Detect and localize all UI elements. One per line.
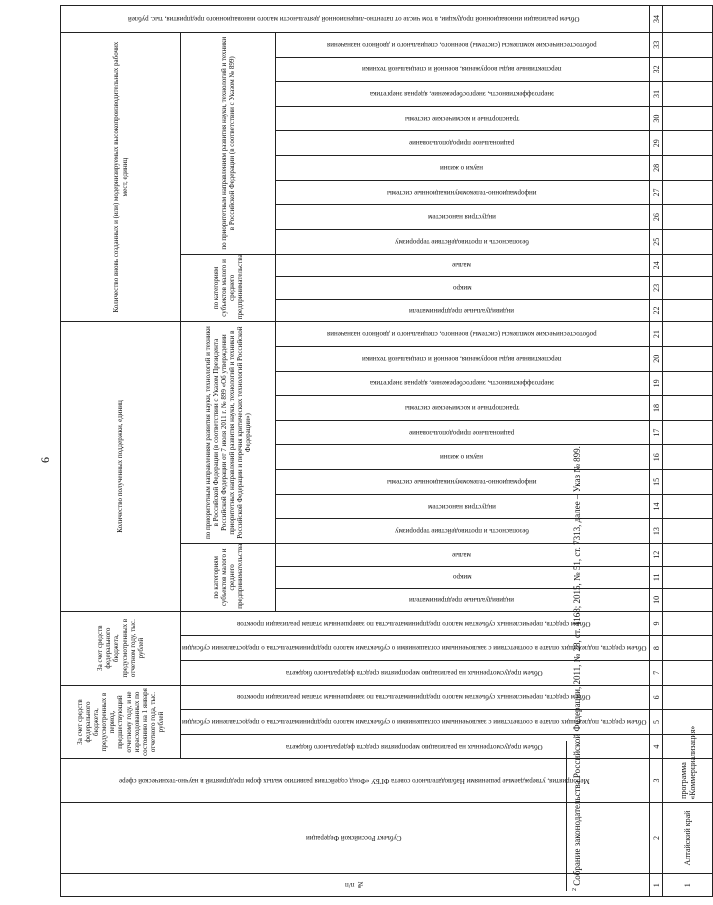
table-cell	[663, 543, 713, 566]
header-number: № п/п	[61, 874, 650, 897]
header-jobs-nature: рациональное природопользование	[276, 131, 650, 156]
row-program: программа «Коммерциализация»	[663, 759, 713, 802]
column-number: 33	[650, 32, 663, 57]
column-number: 7	[650, 660, 663, 685]
table-cell	[663, 636, 713, 661]
table-cell	[663, 322, 713, 347]
header-support-security: безопасность и противодействие терроризму	[276, 519, 650, 544]
header-revenue: Объем реализации инновационной продукции, в том числе от патентно-лицензионной деятельности малого инновационного предприятия, тыс. рублей	[61, 6, 650, 33]
column-number: 4	[650, 734, 663, 759]
column-number: 5	[650, 710, 663, 735]
header-jobs-individual: индивидуальные предприниматели	[276, 299, 650, 322]
footnote-text: Собрание законодательства Российской Федерации, 2011, № 28, ст. 4168; 2015, № 51, ст. 7313, далее – Указ № 899.	[572, 446, 582, 886]
table-cell	[663, 396, 713, 421]
footnote	[572, 446, 582, 891]
table-cell	[663, 371, 713, 396]
header-support-individual: индивидуальные предприниматели	[276, 589, 650, 612]
header-support-weapons: перспективные виды вооружения, военной и специальной техники	[276, 346, 650, 371]
table-cell	[663, 445, 713, 470]
header-jobs-micro: микро	[276, 277, 650, 300]
table-cell	[663, 611, 713, 636]
header-jobs-category: по категориям субъектов малого и среднего предпринимательства	[181, 254, 276, 322]
column-number: 24	[650, 254, 663, 277]
row-subject: Алтайский край	[663, 802, 713, 874]
header-support-it: информационно-телекоммуникационные системы	[276, 470, 650, 495]
header-jobs-robot: роботостеснические комплексы (системы) военного, специального и двойного назначения	[276, 32, 650, 57]
header-fund-transferred-2: Объем средств, подлежащих оплате в соответствии с заключенными соглашениями о субъектами малого предпринимательства о предоставлении субсидии	[181, 636, 650, 661]
header-federal-past: За счет средств федерального бюджета, предусмотренных в период, предшествующий отчетному году, и не израсходованных по состоянию на 1 января отчетного года, тыс. рублей	[61, 685, 181, 759]
header-program: Мероприятия, утверждаемые решениями Наблюдательного совета ФГБУ «Фонд содействия развитию малых форм предприятий в научно-технической сфере	[61, 759, 650, 802]
header-support-nature: рациональное природопользование	[276, 420, 650, 445]
header-jobs-weapons: перспективные виды вооружения, военной и специальной техники	[276, 57, 650, 82]
header-support-priority: по приоритетным направлениям развития науки, технологий и техники в Российской Федерации (в соответствии с Указом Президента Российской Федерации от 7 июля 2011 г. № 899 «Об утверждении приоритетных направлений развития науки, технологий и техники в Российской Федерации и перечня критических технологий Российской Федерации»)	[181, 322, 276, 544]
header-jobs-priority: по приоритетным направлениям развития науки, технологий и техники в Российской Федерации (в соответствии с Указом № 899)	[181, 32, 276, 254]
table-cell	[663, 519, 713, 544]
header-jobs-nano: индустрия наносистем	[276, 205, 650, 230]
header-fund-planned-1: Объем предусмотренных на реализацию мероприятия средств федерального бюджета	[181, 734, 650, 759]
column-number: 10	[650, 589, 663, 612]
table-cell	[663, 346, 713, 371]
table-cell	[663, 82, 713, 107]
header-support-robot: роботостеснические комплексы (системы) военного, специального и двойного назначения	[276, 322, 650, 347]
column-number: 29	[650, 131, 663, 156]
column-number: 16	[650, 445, 663, 470]
column-number: 21	[650, 322, 663, 347]
footnote-mark: 2	[572, 888, 578, 891]
table-cell	[663, 180, 713, 205]
header-federal-current: За счет средств федерального бюджета, предусмотренных в отчетном году, тыс. рублей	[61, 611, 181, 685]
table-cell	[663, 277, 713, 300]
header-support-small: малые	[276, 543, 650, 566]
table-cell	[663, 685, 713, 710]
column-number: 19	[650, 371, 663, 396]
page-number: 6	[38, 457, 52, 463]
header-fund-completed-1: Объем средств, перечисленных субъектам малого предпринимательства по завершенным этапам реализации проектов	[181, 685, 650, 710]
table-cell	[663, 660, 713, 685]
table-cell	[663, 131, 713, 156]
table-cell	[663, 589, 713, 612]
table-cell	[663, 229, 713, 254]
column-number: 27	[650, 180, 663, 205]
table-cell	[663, 6, 713, 33]
column-number: 32	[650, 57, 663, 82]
table-cell	[663, 470, 713, 495]
table-cell	[663, 106, 713, 131]
column-number: 2	[650, 802, 663, 874]
table-row	[663, 6, 713, 897]
column-number: 28	[650, 156, 663, 181]
column-number: 8	[650, 636, 663, 661]
header-jobs-small: малые	[276, 254, 650, 277]
column-number: 34	[650, 6, 663, 33]
column-number: 26	[650, 205, 663, 230]
column-number: 17	[650, 420, 663, 445]
column-number: 3	[650, 759, 663, 802]
column-number: 15	[650, 470, 663, 495]
header-support-nano: индустрия наносистем	[276, 494, 650, 519]
column-number: 31	[650, 82, 663, 107]
header-support-life: науки о жизни	[276, 445, 650, 470]
header-subject: Субъект Российской Федерации	[61, 802, 650, 874]
header-jobs-security: безопасность и противодействие терроризму	[276, 229, 650, 254]
header-support-space: транспортные и космические системы	[276, 396, 650, 421]
column-number: 20	[650, 346, 663, 371]
column-number: 12	[650, 543, 663, 566]
column-number: 14	[650, 494, 663, 519]
column-number: 22	[650, 299, 663, 322]
column-number-row	[650, 6, 663, 897]
header-jobs-life: науки о жизни	[276, 156, 650, 181]
column-number: 6	[650, 685, 663, 710]
table-cell	[663, 299, 713, 322]
table-cell	[663, 566, 713, 589]
header-jobs-it: информационно-телекоммуникационные системы	[276, 180, 650, 205]
header-fund-planned-2: Объем предусмотренных на реализацию мероприятия средств федерального бюджета	[181, 660, 650, 685]
footnote-rule	[566, 741, 567, 891]
table-cell	[663, 420, 713, 445]
table-cell	[663, 494, 713, 519]
header-support-micro: микро	[276, 566, 650, 589]
header-jobs-energy: энергоэффективность, энергосбережение, ядерная энергетика	[276, 82, 650, 107]
header-support-category: по категориям субъектов малого и среднего предпринимательства	[181, 543, 276, 611]
table-cell	[663, 156, 713, 181]
column-number: 25	[650, 229, 663, 254]
table-cell	[663, 254, 713, 277]
header-jobs-space: транспортные и космические системы	[276, 106, 650, 131]
row-number: 1	[663, 874, 713, 897]
column-number: 13	[650, 519, 663, 544]
report-table	[60, 5, 713, 897]
table-cell	[663, 57, 713, 82]
column-number: 30	[650, 106, 663, 131]
table-cell	[663, 205, 713, 230]
column-number: 11	[650, 566, 663, 589]
header-fund-transferred-1: Объем средств, подлежащих оплате в соответствии с заключенными соглашениями о субъектами малого предпринимательства о предоставлении субсидии	[181, 710, 650, 735]
table-cell	[663, 32, 713, 57]
column-number: 9	[650, 611, 663, 636]
header-jobs: Количество вновь созданных и (или) модернизируемых высокопроизводительных рабочих мест, единиц	[61, 32, 181, 321]
column-number: 18	[650, 396, 663, 421]
column-number: 23	[650, 277, 663, 300]
header-support: Количество полученных поддержки, единиц	[61, 322, 181, 611]
header-fund-completed-2: Объем средств, перечисленных субъектам малого предпринимательства по завершенным этапам реализации проектов	[181, 611, 650, 636]
header-support-energy: энергоэффективность, энергосбережение, ядерная энергетика	[276, 371, 650, 396]
column-number: 1	[650, 874, 663, 897]
